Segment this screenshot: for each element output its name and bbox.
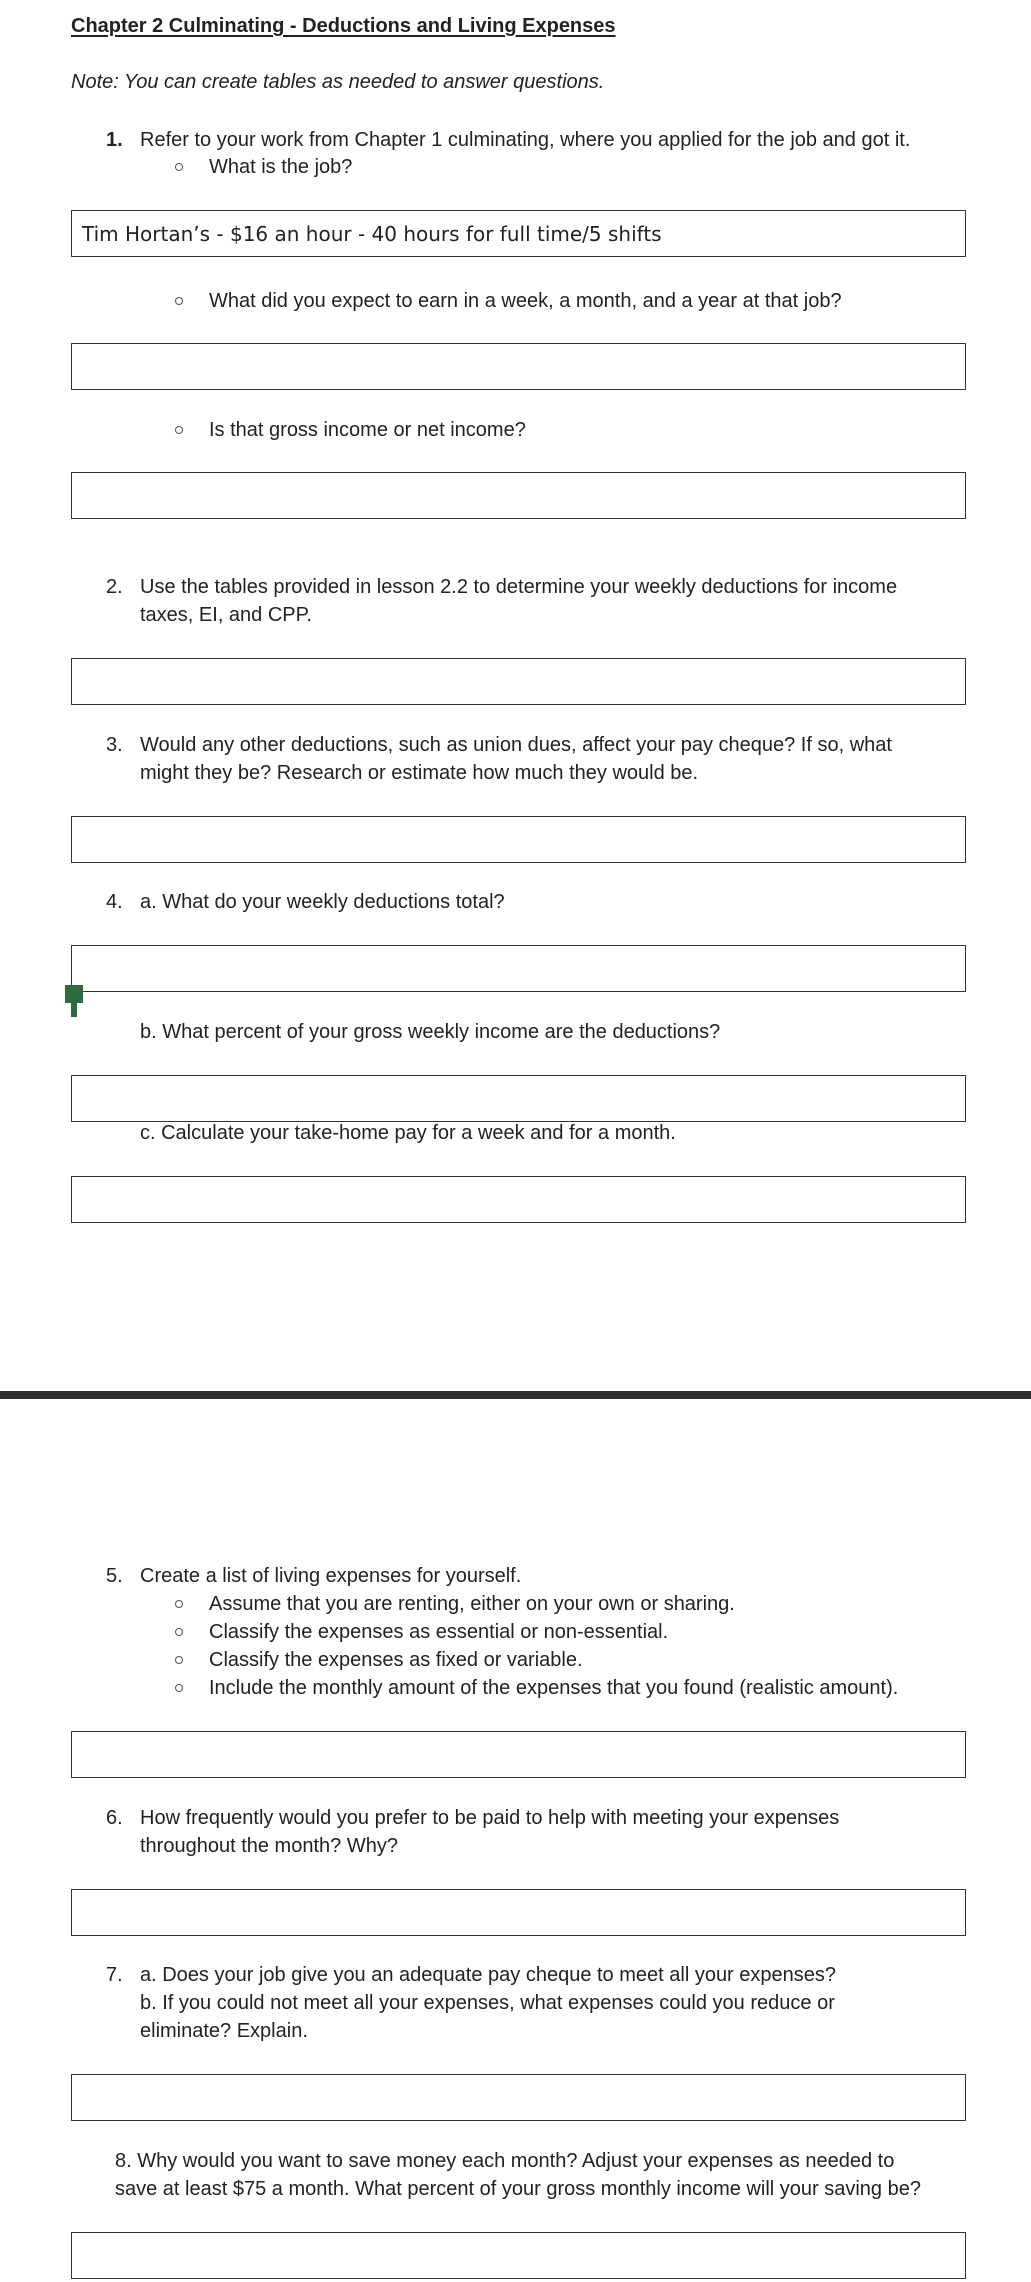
bullet-icon bbox=[175, 1628, 183, 1636]
question-4b-text: b. What percent of your gross weekly income are the deductions? bbox=[140, 1021, 721, 1043]
answer-box-4a[interactable] bbox=[71, 945, 966, 992]
question-3-number: 3. bbox=[106, 734, 123, 756]
question-8-line-2: save at least $75 a month. What percent of your gross monthly income will your saving be? bbox=[115, 2178, 921, 2200]
question-8-line-1: 8. Why would you want to save money each month? Adjust your expenses as needed to bbox=[115, 2150, 895, 2172]
question-1-sub-gross: Is that gross income or net income? bbox=[209, 419, 526, 441]
answer-1a-text: Tim Hortan’s - $16 an hour - 40 hours for full time/5 shifts bbox=[82, 222, 662, 246]
question-3-line-1: Would any other deductions, such as union dues, affect your pay cheque? If so, what bbox=[140, 734, 892, 756]
answer-box-8[interactable] bbox=[71, 2232, 966, 2279]
question-5-bullet: Classify the expenses as fixed or variable. bbox=[209, 1649, 583, 1671]
question-1-sub-earn: What did you expect to earn in a week, a month, and a year at that job? bbox=[209, 290, 842, 312]
question-1-sub-job: What is the job? bbox=[209, 156, 353, 178]
answer-box-4b[interactable] bbox=[71, 1075, 966, 1122]
question-7-number: 7. bbox=[106, 1964, 123, 1986]
bullet-icon bbox=[175, 1684, 183, 1692]
question-7-line-3: eliminate? Explain. bbox=[140, 2020, 308, 2042]
question-2-number: 2. bbox=[106, 576, 123, 598]
question-6-line-2: throughout the month? Why? bbox=[140, 1835, 398, 1857]
question-1-number: 1. bbox=[106, 129, 123, 151]
question-2-line-2: taxes, EI, and CPP. bbox=[140, 604, 312, 626]
bullet-icon bbox=[175, 1600, 183, 1608]
bullet-icon bbox=[175, 297, 183, 305]
question-5-text: Create a list of living expenses for yourself. bbox=[140, 1565, 522, 1587]
question-3-line-2: might they be? Research or estimate how much they would be. bbox=[140, 762, 699, 784]
question-6-number: 6. bbox=[106, 1807, 123, 1829]
question-7-line-2: b. If you could not meet all your expenses, what expenses could you reduce or bbox=[140, 1992, 835, 2014]
question-1-text: Refer to your work from Chapter 1 culminating, where you applied for the job and got it. bbox=[140, 129, 911, 151]
answer-box-1a[interactable] bbox=[71, 210, 966, 257]
bullet-icon bbox=[175, 426, 183, 434]
question-5-bullet: Classify the expenses as essential or non-essential. bbox=[209, 1621, 669, 1643]
question-5-bullet: Include the monthly amount of the expenses that you found (realistic amount). bbox=[209, 1677, 899, 1699]
question-4-number: 4. bbox=[106, 891, 123, 913]
answer-box-6[interactable] bbox=[71, 1889, 966, 1936]
bullet-icon bbox=[175, 1656, 183, 1664]
bullet-icon bbox=[175, 163, 183, 171]
answer-box-5[interactable] bbox=[71, 1731, 966, 1778]
question-2-line-1: Use the tables provided in lesson 2.2 to determine your weekly deductions for income bbox=[140, 576, 898, 598]
question-4a-text: a. What do your weekly deductions total? bbox=[140, 891, 505, 913]
question-5-bullet: Assume that you are renting, either on your own or sharing. bbox=[209, 1593, 735, 1615]
question-5-number: 5. bbox=[106, 1565, 123, 1587]
question-6-line-1: How frequently would you prefer to be paid to help with meeting your expenses bbox=[140, 1807, 840, 1829]
question-4c-text: c. Calculate your take-home pay for a week and for a month. bbox=[140, 1122, 676, 1144]
question-7-line-1: a. Does your job give you an adequate pay cheque to meet all your expenses? bbox=[140, 1964, 837, 1986]
answer-box-3[interactable] bbox=[71, 816, 966, 863]
answer-box-4c[interactable] bbox=[71, 1176, 966, 1223]
page-divider bbox=[0, 1391, 1031, 1399]
answer-box-1b[interactable] bbox=[71, 343, 966, 390]
page-title: Chapter 2 Culminating - Deductions and Living Expenses bbox=[71, 15, 616, 37]
bookmark-marker-icon[interactable] bbox=[64, 985, 84, 1017]
answer-box-1c[interactable] bbox=[71, 472, 966, 519]
note-text: Note: You can create tables as needed to answer questions. bbox=[71, 71, 605, 93]
answer-box-2[interactable] bbox=[71, 658, 966, 705]
answer-box-7[interactable] bbox=[71, 2074, 966, 2121]
